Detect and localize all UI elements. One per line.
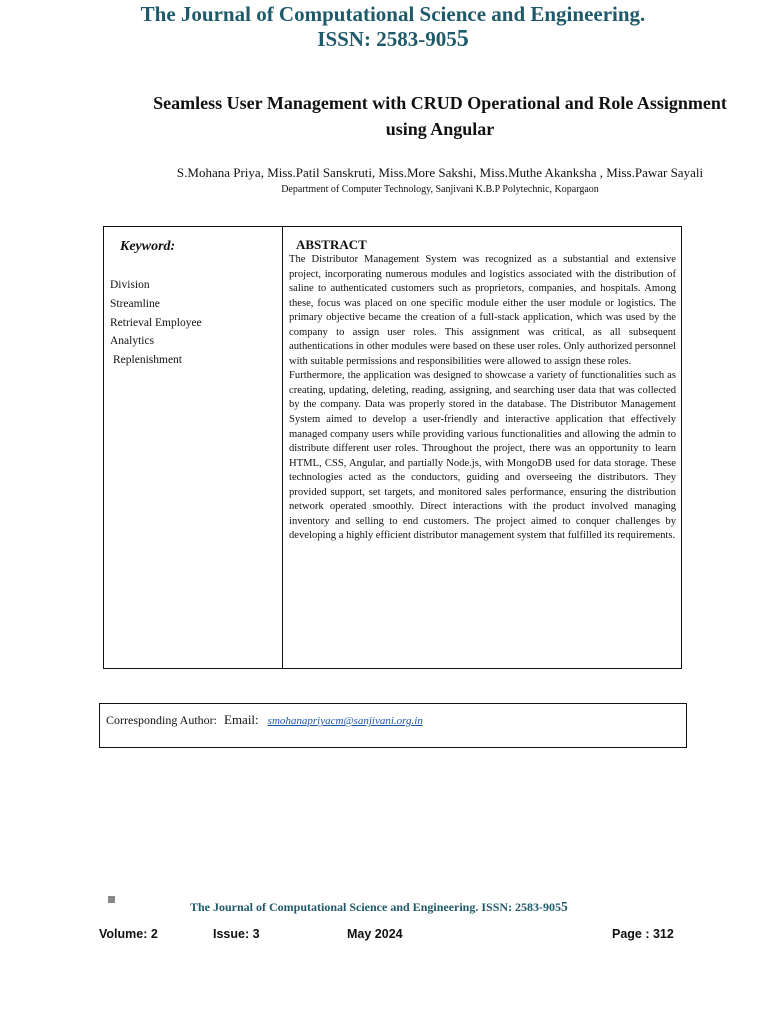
abstract-heading: ABSTRACT [296, 237, 367, 252]
abstract-paragraph: Furthermore, the application was designed to showcase a variety of functionalities such as creating, updating, deleting, reading, assigning, and searching user data that was collected by the company. Data was properly stored in the database. The Distributor Management System aimed to develop a user-friendly and interactive application that effectively managed company users while providing various functionalities and allowing the admin to distribute different user roles. Throughout the project, there was an opportunity to learn HTML, CSS, Angular, and partially Node.js, with MongoDB used for data storage. These technologies acted as the conductors, guiding and overseeing the distributors. They provided support, set targets, and monitored sales performance, ensuring the distribution network operated smoothly. Direct interactions with the product involved managing inventory and selling to end customers. The project aimed to conquer challenges by developing a highly efficient distributor management system that fulfilled its requirements. [289, 370, 676, 542]
footer-page: Page : 312 [612, 927, 674, 941]
journal-header [0, 2, 768, 52]
footer-issn-last-digit: 5 [561, 899, 568, 914]
issn-label: ISSN: 2583-905 [317, 27, 457, 51]
department: Department of Computer Technology, Sanjivani K.B.P Polytechnic, Kopargaon [281, 184, 599, 195]
footer-issue: Issue: 3 [213, 927, 260, 941]
footer-volume: Volume: 2 [99, 927, 158, 941]
abstract-column [289, 237, 676, 544]
footer-date: May 2024 [347, 927, 403, 941]
journal-issn [0, 27, 768, 52]
issn-last-digit: 5 [456, 26, 469, 52]
keyword-item: Replenishment [113, 354, 182, 367]
journal-title: The Journal of Computational Science and Engineering. [140, 2, 646, 26]
corresponding-author-box [99, 703, 687, 748]
corresponding-author-label: Corresponding Author: [106, 713, 217, 727]
keyword-list [110, 276, 202, 370]
paper-title-line1: Seamless User Management with CRUD Operational and Role Assignment [153, 93, 727, 113]
abstract-paragraph: The Distributor Management System was recognized as a substantial and extensive project, incorporating numerous modules and logistics associated with the distribution of saline to authenticated customers such as proprietors, companies, and hospitals. Among these, focus was placed on one specific module either the user module or logistics. The primary objective became the creation of a full-stack application, which was used by the company to assign user roles. This assignment was critical, as all subsequent authentications in other modules were based on these user roles. Only authorized personnel with suitable permissions and responsibilities were allowed to assign these roles. [289, 254, 676, 367]
abstract-box [103, 226, 682, 669]
keyword-heading: Keyword: [120, 239, 176, 254]
email-label: Email: [224, 712, 259, 727]
keyword-item: Division [110, 279, 150, 291]
keyword-item: Retrieval Employee [110, 316, 202, 329]
footer-bullet-icon [108, 896, 115, 903]
keyword-item: Analytics [110, 335, 155, 348]
corresponding-author-line [106, 712, 423, 728]
authors: S.Mohana Priya, Miss.Patil Sanskruti, Miss.More Sakshi, Miss.Muthe Akanksha , Miss.Pawar Sayali [176, 165, 704, 180]
keyword-column [104, 227, 283, 668]
author-email-link[interactable]: smohanapriyacm@sanjivani.org.in [267, 715, 423, 727]
footer-journal [190, 899, 568, 915]
footer-journal-text: The Journal of Computational Science and Engineering. ISSN: 2583-905 [190, 900, 562, 914]
keyword-item: Streamline [110, 297, 160, 310]
paper-title-line2: using Angular [385, 119, 495, 139]
paper-title [0, 90, 768, 142]
abstract-text [289, 253, 676, 544]
